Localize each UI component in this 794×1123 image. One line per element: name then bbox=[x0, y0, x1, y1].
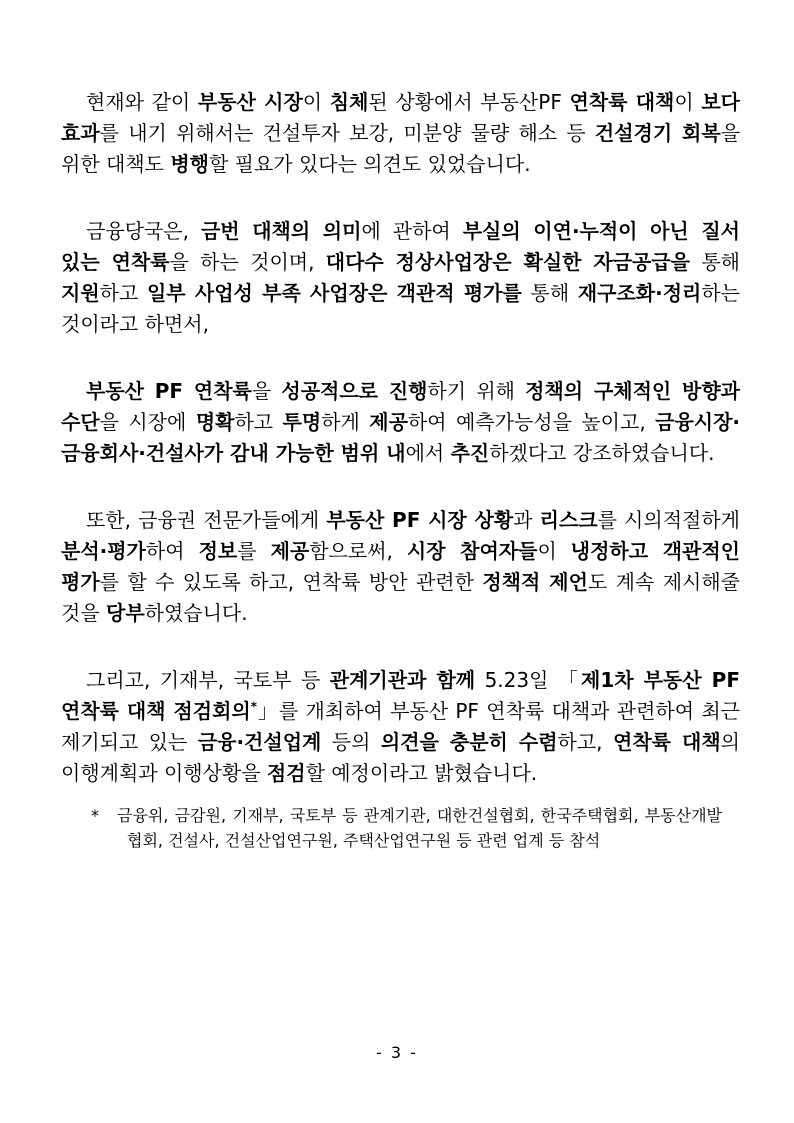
text-run: 하였습니다. bbox=[144, 601, 248, 625]
text-run: 을 bbox=[251, 379, 282, 403]
text-run: 을 시장에 bbox=[99, 410, 196, 434]
text-run: 재구조화·정리 bbox=[577, 281, 702, 305]
text-run: 현재와 같이 bbox=[86, 90, 198, 114]
text-run: 연착륙 대책 bbox=[569, 90, 675, 114]
text-run: 금번 대책의 의미 bbox=[200, 219, 362, 243]
text-run: 투명 bbox=[282, 410, 322, 434]
text-run: 연착륙 대책 bbox=[613, 730, 721, 754]
paragraph bbox=[61, 87, 740, 180]
text-run: 하고 bbox=[234, 410, 283, 434]
text-run: 시장 참여자들 bbox=[406, 539, 538, 563]
text-run: 함으로써, bbox=[309, 539, 407, 563]
text-run: 5.23일 「 bbox=[475, 668, 582, 692]
text-run: 을 위한 대책도 bbox=[61, 121, 741, 176]
text-run: 부동산 시장 bbox=[197, 90, 303, 114]
text-run: 부동산 PF 시장 상황 bbox=[326, 508, 514, 532]
text-run: 제공 bbox=[369, 410, 408, 434]
text-run: 이 bbox=[302, 90, 330, 114]
text-run: 보다 효과 bbox=[61, 90, 740, 145]
text-run: 부실의 이연·누적이 아닌 질서 있는 연착륙 bbox=[61, 219, 740, 274]
paragraph bbox=[61, 665, 740, 789]
text-run: 을 하는 것이며, bbox=[169, 250, 326, 274]
text-run: 하고 bbox=[99, 281, 147, 305]
text-run: 통해 bbox=[690, 250, 740, 274]
text-run: 정책의 구체적인 방향과 수단 bbox=[61, 379, 740, 434]
text-run: 의견을 충분히 수렴 bbox=[380, 730, 558, 754]
text-run: 정책적 제언 bbox=[482, 570, 588, 594]
text-run: 하게 bbox=[321, 410, 370, 434]
text-run: 분석·평가 bbox=[61, 539, 146, 563]
paragraph bbox=[61, 505, 740, 629]
text-run: 부동산 PF 연착륙 bbox=[86, 379, 252, 403]
text-run: 를 할 수 있도록 하고, 연착륙 방안 관련한 bbox=[99, 570, 483, 594]
text-run: 제1차 부동산 PF 연착륙 대책 점검회의 bbox=[61, 668, 740, 723]
text-run: 금융당국은, bbox=[86, 219, 201, 243]
footnote bbox=[61, 803, 740, 853]
text-run: 할 필요가 있다는 의견도 있었습니다. bbox=[208, 152, 531, 176]
text-run: 성공적으로 진행 bbox=[281, 379, 428, 403]
paragraph bbox=[61, 216, 740, 340]
paragraph bbox=[61, 376, 740, 469]
text-run: 리스크 bbox=[539, 508, 598, 532]
paragraph-list bbox=[61, 87, 740, 789]
text-run: 이 bbox=[537, 539, 571, 563]
text-run: 하겠다고 강조하였습니다. bbox=[489, 441, 715, 465]
text-run: 금융시장·금융회사·건설사가 감내 가능한 범위 내 bbox=[61, 410, 741, 465]
footnote-text: 금융위, 금감원, 기재부, 국토부 등 관계기관, 대한건설협회, 한국주택협회, 부동산개발협회, 건설사, 건설산업연구원, 주택산업연구원 등 관련 업계 등 참석 bbox=[117, 806, 722, 850]
text-run: 또한, 금융권 전문가들에게 bbox=[86, 508, 327, 532]
text-run: 추진 bbox=[450, 441, 490, 465]
text-run: 하고, bbox=[557, 730, 613, 754]
page-number: - 3 - bbox=[376, 1043, 418, 1062]
text-run: 된 상황에서 부동산PF bbox=[368, 90, 570, 114]
text-run: 」를 개최하여 부동산 PF 연착륙 대책과 관련하여 최근 제기되고 있는 bbox=[61, 699, 741, 754]
text-run: 를 시의적절하게 bbox=[597, 508, 740, 532]
text-run: 그리고, 기재부, 국토부 등 bbox=[86, 668, 330, 692]
footnote-ref-asterisk: * bbox=[250, 699, 257, 714]
text-run: 관계기관과 함께 bbox=[329, 668, 476, 692]
text-run: 도 계속 제시해줄 것을 bbox=[61, 570, 740, 625]
footnote-marker: * bbox=[91, 806, 99, 825]
text-run: 통해 bbox=[521, 281, 578, 305]
text-run: 냉정하고 객관적인 평가 bbox=[61, 539, 740, 594]
text-run: 하는 것이라고 하면서, bbox=[61, 281, 740, 336]
text-run: 금융·건설업계 bbox=[197, 730, 322, 754]
text-run: 일부 사업성 부족 사업장은 객관적 평가를 bbox=[146, 281, 522, 305]
text-run: 과 bbox=[513, 508, 540, 532]
text-run: 건설경기 회복 bbox=[594, 121, 721, 145]
text-run: 정보 bbox=[198, 539, 238, 563]
text-run: 하여 예측가능성을 높이고, bbox=[407, 410, 656, 434]
text-run: 등의 bbox=[321, 730, 381, 754]
text-run: 침체 bbox=[329, 90, 369, 114]
document-body bbox=[61, 87, 740, 853]
text-run: 하기 위해 bbox=[427, 379, 526, 403]
text-run: 의 이행계획과 이행상황을 bbox=[61, 730, 740, 785]
text-run: 하여 bbox=[145, 539, 199, 563]
text-run: 를 bbox=[237, 539, 271, 563]
text-run: 할 예정이라고 밝혔습니다. bbox=[305, 761, 538, 785]
text-run: 를 내기 위해서는 건설투자 보강, 미분양 물량 해소 등 bbox=[99, 121, 595, 145]
text-run: 당부 bbox=[106, 601, 145, 625]
text-run: 명확 bbox=[195, 410, 235, 434]
text-run: 에서 bbox=[405, 441, 451, 465]
text-run: 점검 bbox=[266, 761, 306, 785]
text-run: 이 bbox=[674, 90, 702, 114]
text-run: 제공 bbox=[270, 539, 310, 563]
text-run: 지원 bbox=[61, 281, 100, 305]
text-run: 병행 bbox=[170, 152, 209, 176]
text-run: 대다수 정상사업장은 확실한 자금공급을 bbox=[325, 250, 691, 274]
text-run: 에 관하여 bbox=[361, 219, 463, 243]
